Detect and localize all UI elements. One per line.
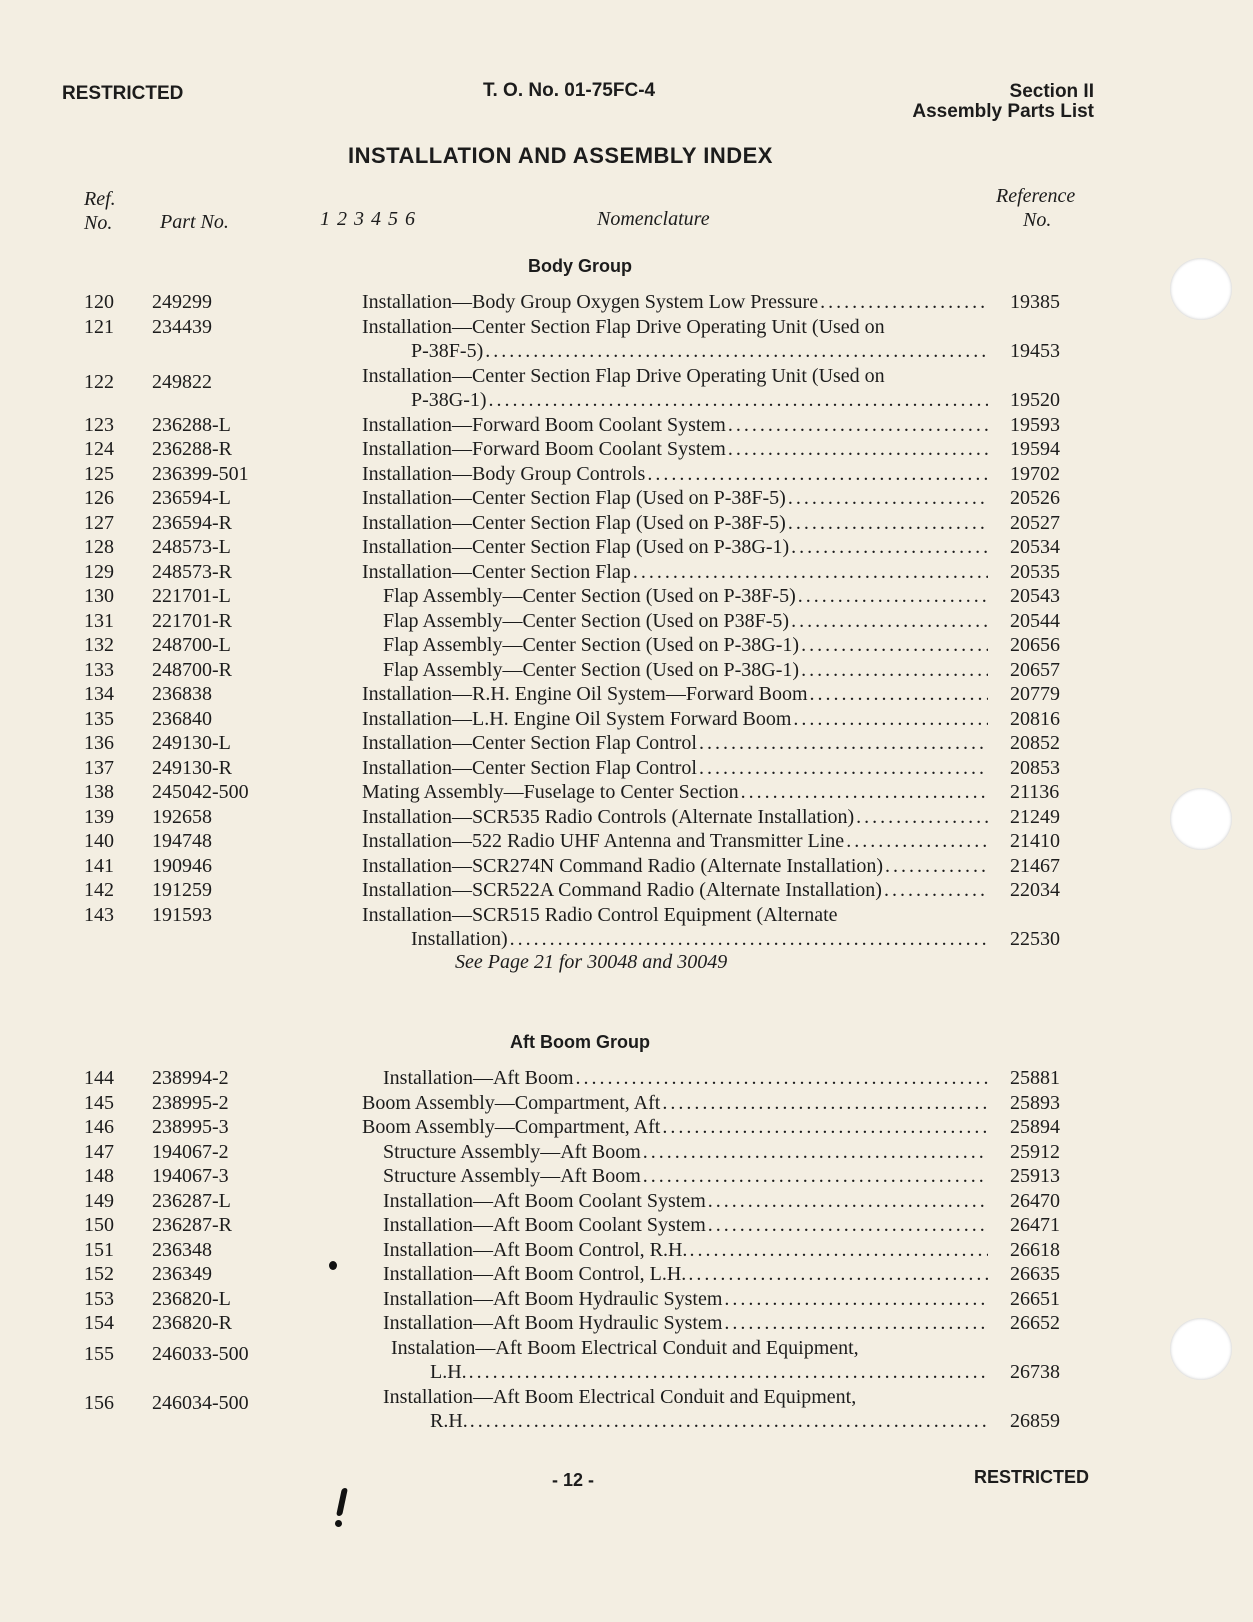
reference-number: 20527 bbox=[1010, 511, 1060, 534]
table-row bbox=[0, 364, 1253, 393]
page-title: INSTALLATION AND ASSEMBLY INDEX bbox=[348, 143, 773, 168]
table-row bbox=[0, 1262, 1253, 1286]
nomenclature: Installation—Center Section Flap (Used on P-38G-1) . . . bbox=[362, 535, 988, 559]
nomenclature: Installation—Aft Boom Hydraulic System . . . bbox=[383, 1287, 988, 1311]
col-reference-line1: Reference bbox=[996, 185, 1076, 207]
page-number: - 12 - bbox=[552, 1470, 595, 1490]
nomenclature: Installation—Center Section Flap Drive Operating Unit (Used on bbox=[362, 364, 885, 387]
reference-number: 20544 bbox=[1010, 609, 1060, 632]
nomenclature: Installation—SCR522A Command Radio (Alternate Installation) . . . bbox=[362, 878, 988, 902]
table-row bbox=[0, 1140, 1253, 1164]
nomenclature: Boom Assembly—Compartment, Aft . . . bbox=[362, 1091, 988, 1115]
nomenclature: Installation—Forward Boom Coolant System . . . bbox=[362, 437, 988, 461]
part-number: 194748 bbox=[152, 830, 212, 852]
group-title-body: Body Group bbox=[528, 256, 632, 276]
reference-number: 20526 bbox=[1010, 487, 1060, 509]
ref-number: 156 bbox=[84, 1391, 114, 1414]
part-number: 236820-L bbox=[152, 1287, 231, 1310]
pen-mark-dot bbox=[335, 1520, 342, 1527]
nomenclature: Boom Assembly—Compartment, Aft . . . bbox=[362, 1115, 988, 1139]
nomenclature: Installation—Aft Boom Hydraulic System . . . bbox=[383, 1311, 988, 1335]
col-ref-line1: Ref. bbox=[84, 188, 116, 210]
ref-number: 143 bbox=[84, 903, 114, 926]
ref-number: 136 bbox=[84, 732, 114, 754]
part-number: 248700-R bbox=[152, 658, 232, 681]
col-reference-line2: No. bbox=[1023, 209, 1052, 231]
table-row bbox=[0, 731, 1253, 755]
header-section: Section II bbox=[1009, 81, 1094, 102]
ref-number: 151 bbox=[84, 1238, 114, 1261]
reference-number: 20656 bbox=[1010, 634, 1060, 656]
part-number: 236820-R bbox=[152, 1312, 232, 1334]
part-number: 236399-501 bbox=[152, 462, 249, 485]
ref-number: 128 bbox=[84, 536, 114, 558]
part-number: 221701-L bbox=[152, 585, 231, 607]
table-row bbox=[0, 290, 1253, 314]
part-number: 249130-R bbox=[152, 756, 232, 779]
table-row bbox=[0, 1287, 1253, 1311]
part-number: 236348 bbox=[152, 1238, 212, 1261]
ref-number: 129 bbox=[84, 560, 114, 583]
part-number: 236288-L bbox=[152, 413, 231, 436]
reference-number: 21410 bbox=[1010, 830, 1060, 852]
nomenclature: Installation—Center Section Flap (Used on P-38F-5) . . . bbox=[362, 486, 988, 510]
part-number: 248573-R bbox=[152, 560, 232, 583]
reference-number: 25881 bbox=[1010, 1067, 1060, 1089]
reference-number: 19453 bbox=[1010, 340, 1060, 362]
part-number: 249130-L bbox=[152, 732, 231, 754]
reference-number: 26471 bbox=[1010, 1214, 1060, 1236]
reference-number: 20535 bbox=[1010, 560, 1060, 583]
table-row bbox=[0, 1091, 1253, 1115]
part-number: 246033-500 bbox=[152, 1342, 249, 1365]
nomenclature: Installation—Center Section Flap Control . . . bbox=[362, 731, 988, 755]
reference-number: 19594 bbox=[1010, 438, 1060, 460]
col-part-no: Part No. bbox=[160, 211, 229, 233]
nomenclature-continued: P-38F-5) . . . bbox=[411, 339, 988, 363]
nomenclature: Structure Assembly—Aft Boom . . . bbox=[383, 1164, 988, 1188]
ref-number: 134 bbox=[84, 683, 114, 705]
col-digits: 1 2 3 4 5 6 bbox=[320, 208, 415, 230]
col-ref-line2: No. bbox=[84, 212, 113, 234]
table-row bbox=[0, 878, 1253, 902]
reference-number: 26618 bbox=[1010, 1238, 1060, 1261]
table-row bbox=[0, 1189, 1253, 1213]
table-row bbox=[0, 633, 1253, 657]
pen-mark bbox=[336, 1488, 348, 1516]
table-row bbox=[0, 1336, 1253, 1365]
table-row bbox=[0, 511, 1253, 535]
reference-number: 26470 bbox=[1010, 1189, 1060, 1212]
table-row bbox=[0, 1164, 1253, 1188]
reference-number: 25893 bbox=[1010, 1091, 1060, 1114]
nomenclature: Installation—Body Group Oxygen System Low Pressure . . . bbox=[362, 290, 988, 314]
nomenclature-continued: Installation) . . . bbox=[411, 927, 988, 951]
ref-number: 123 bbox=[84, 413, 114, 436]
ref-number: 146 bbox=[84, 1116, 114, 1138]
nomenclature: Installation—522 Radio UHF Antenna and Transmitter Line . . . bbox=[362, 829, 988, 853]
reference-number: 26738 bbox=[1010, 1361, 1060, 1383]
table-row bbox=[0, 1238, 1253, 1262]
reference-number: 20534 bbox=[1010, 536, 1060, 558]
ref-number: 133 bbox=[84, 658, 114, 681]
header-parts-list: Assembly Parts List bbox=[912, 101, 1094, 122]
reference-number: 20779 bbox=[1010, 683, 1060, 705]
table-row bbox=[0, 829, 1253, 853]
group-title-aft-boom: Aft Boom Group bbox=[510, 1032, 650, 1052]
table-row bbox=[0, 560, 1253, 584]
nomenclature: Installation—Center Section Flap Control . . . bbox=[362, 756, 988, 780]
table-row bbox=[0, 854, 1253, 878]
table-row bbox=[0, 1066, 1253, 1090]
ink-dot bbox=[329, 1261, 337, 1270]
table-row bbox=[0, 658, 1253, 682]
nomenclature: Installation—SCR515 Radio Control Equipment (Alternate bbox=[362, 903, 838, 926]
header-restricted: RESTRICTED bbox=[62, 83, 184, 104]
table-row bbox=[0, 1385, 1253, 1414]
ref-number: 154 bbox=[84, 1312, 114, 1334]
ref-number: 137 bbox=[84, 756, 114, 779]
part-number: 236349 bbox=[152, 1263, 212, 1285]
nomenclature: Flap Assembly—Center Section (Used on P-38G-1) . . . bbox=[383, 658, 988, 682]
table-row bbox=[0, 437, 1253, 461]
reference-number: 19702 bbox=[1010, 462, 1060, 485]
ref-number: 147 bbox=[84, 1140, 114, 1163]
table-row bbox=[0, 805, 1253, 829]
table-row bbox=[0, 780, 1253, 804]
table-row-continuation bbox=[0, 388, 1253, 412]
part-number: 249299 bbox=[152, 291, 212, 313]
reference-number: 19520 bbox=[1010, 389, 1060, 411]
part-number: 191259 bbox=[152, 879, 212, 901]
part-number: 236288-R bbox=[152, 438, 232, 460]
nomenclature: Installation—SCR274N Command Radio (Alternate Installation) . . . bbox=[362, 854, 988, 878]
table-row-continuation bbox=[0, 339, 1253, 363]
table-row bbox=[0, 486, 1253, 510]
nomenclature-continued: R.H. . . . bbox=[430, 1409, 988, 1433]
nomenclature: Installation—SCR535 Radio Controls (Alternate Installation) . . . bbox=[362, 805, 988, 829]
part-number: 249822 bbox=[152, 370, 212, 393]
ref-number: 126 bbox=[84, 487, 114, 509]
ref-number: 127 bbox=[84, 511, 114, 534]
ref-number: 155 bbox=[84, 1342, 114, 1365]
nomenclature: Structure Assembly—Aft Boom . . . bbox=[383, 1140, 988, 1164]
part-number: 236287-R bbox=[152, 1214, 232, 1236]
ref-number: 141 bbox=[84, 854, 114, 877]
ref-number: 120 bbox=[84, 291, 114, 313]
table-row bbox=[0, 903, 1253, 927]
ref-number: 145 bbox=[84, 1091, 114, 1114]
part-number: 238995-2 bbox=[152, 1091, 229, 1114]
part-number: 234439 bbox=[152, 315, 212, 338]
part-number: 190946 bbox=[152, 854, 212, 877]
col-nomenclature: Nomenclature bbox=[597, 208, 710, 230]
part-number: 236287-L bbox=[152, 1189, 231, 1212]
reference-number: 21136 bbox=[1010, 781, 1060, 803]
reference-number: 22034 bbox=[1010, 879, 1060, 901]
part-number: 194067-3 bbox=[152, 1165, 229, 1187]
ref-number: 121 bbox=[84, 315, 114, 338]
reference-number: 20657 bbox=[1010, 658, 1060, 681]
part-number: 194067-2 bbox=[152, 1140, 229, 1163]
part-number: 236594-L bbox=[152, 487, 231, 509]
header-tech-order: T. O. No. 01-75FC-4 bbox=[483, 80, 656, 101]
reference-number: 25913 bbox=[1010, 1165, 1060, 1187]
reference-number: 20853 bbox=[1010, 756, 1060, 779]
table-row bbox=[0, 535, 1253, 559]
nomenclature: Mating Assembly—Fuselage to Center Section . . . bbox=[362, 780, 988, 804]
ref-number: 125 bbox=[84, 462, 114, 485]
table-row-continuation bbox=[0, 927, 1253, 951]
reference-number: 19385 bbox=[1010, 291, 1060, 313]
nomenclature: Flap Assembly—Center Section (Used on P-38F-5) . . . bbox=[383, 584, 988, 608]
table-row bbox=[0, 609, 1253, 633]
reference-number: 22530 bbox=[1010, 928, 1060, 950]
part-number: 245042-500 bbox=[152, 781, 249, 803]
table-row bbox=[0, 462, 1253, 486]
nomenclature: Installation—Center Section Flap . . . bbox=[362, 560, 988, 584]
nomenclature: Installation—Aft Boom Coolant System . . . bbox=[383, 1213, 988, 1237]
nomenclature: Installation—Aft Boom Electrical Conduit and Equipment, bbox=[383, 1385, 857, 1408]
table-row bbox=[0, 682, 1253, 706]
ref-number: 140 bbox=[84, 830, 114, 852]
part-number: 236840 bbox=[152, 707, 212, 730]
table-row bbox=[0, 1311, 1253, 1335]
ref-number: 122 bbox=[84, 370, 114, 393]
reference-number: 26859 bbox=[1010, 1410, 1060, 1432]
ref-number: 152 bbox=[84, 1263, 114, 1285]
ref-number: 144 bbox=[84, 1067, 114, 1089]
reference-number: 25912 bbox=[1010, 1140, 1060, 1163]
ref-number: 150 bbox=[84, 1214, 114, 1236]
reference-number: 20816 bbox=[1010, 707, 1060, 730]
nomenclature-continued: L.H. . . . bbox=[430, 1360, 988, 1384]
reference-number: 26635 bbox=[1010, 1263, 1060, 1285]
part-number: 248573-L bbox=[152, 536, 231, 558]
nomenclature: Installation—Body Group Controls . . . bbox=[362, 462, 988, 486]
nomenclature: Installation—Aft Boom . . . bbox=[383, 1066, 988, 1090]
nomenclature: Installation—Aft Boom Coolant System . . . bbox=[383, 1189, 988, 1213]
table-row bbox=[0, 413, 1253, 437]
reference-number: 26652 bbox=[1010, 1312, 1060, 1334]
ref-number: 131 bbox=[84, 609, 114, 632]
ref-number: 148 bbox=[84, 1165, 114, 1187]
nomenclature: Flap Assembly—Center Section (Used on P-38G-1) . . . bbox=[383, 633, 988, 657]
ref-number: 139 bbox=[84, 805, 114, 828]
ref-number: 138 bbox=[84, 781, 114, 803]
part-number: 238994-2 bbox=[152, 1067, 229, 1089]
reference-number: 21249 bbox=[1010, 805, 1060, 828]
reference-number: 20543 bbox=[1010, 585, 1060, 607]
table-row bbox=[0, 1213, 1253, 1237]
ref-number: 132 bbox=[84, 634, 114, 656]
ref-number: 149 bbox=[84, 1189, 114, 1212]
ref-number: 124 bbox=[84, 438, 114, 460]
table-row bbox=[0, 584, 1253, 608]
table-row bbox=[0, 315, 1253, 339]
table-row-continuation bbox=[0, 1409, 1253, 1433]
nomenclature: Installation—Aft Boom Control, L.H. . . . bbox=[383, 1262, 988, 1286]
footer-restricted: RESTRICTED bbox=[973, 1467, 1089, 1487]
reference-number: 21467 bbox=[1010, 854, 1060, 877]
ref-number: 142 bbox=[84, 879, 114, 901]
nomenclature: Installation—R.H. Engine Oil System—Forward Boom . . . bbox=[362, 682, 988, 706]
table-row bbox=[0, 1115, 1253, 1139]
nomenclature: Installation—Aft Boom Control, R.H. . . . bbox=[383, 1238, 988, 1262]
part-number: 248700-L bbox=[152, 634, 231, 656]
nomenclature-continued: P-38G-1) . . . bbox=[411, 388, 988, 412]
part-number: 236838 bbox=[152, 683, 212, 705]
part-number: 238995-3 bbox=[152, 1116, 229, 1138]
ref-number: 130 bbox=[84, 585, 114, 607]
part-number: 246034-500 bbox=[152, 1391, 249, 1414]
nomenclature: Installation—L.H. Engine Oil System Forward Boom . . . bbox=[362, 707, 988, 731]
part-number: 192658 bbox=[152, 805, 212, 828]
reference-number: 20852 bbox=[1010, 732, 1060, 754]
table-row bbox=[0, 707, 1253, 731]
nomenclature: Instalation—Aft Boom Electrical Conduit and Equipment, bbox=[391, 1336, 859, 1359]
table-row-continuation bbox=[0, 1360, 1253, 1384]
nomenclature: Installation—Forward Boom Coolant System . . . bbox=[362, 413, 988, 437]
reference-number: 25894 bbox=[1010, 1116, 1060, 1138]
part-number: 221701-R bbox=[152, 609, 232, 632]
see-page-note: See Page 21 for 30048 and 30049 bbox=[455, 951, 728, 973]
reference-number: 19593 bbox=[1010, 413, 1060, 436]
reference-number: 26651 bbox=[1010, 1287, 1060, 1310]
part-number: 191593 bbox=[152, 903, 212, 926]
nomenclature: Installation—Center Section Flap Drive Operating Unit (Used on bbox=[362, 315, 885, 338]
ref-number: 135 bbox=[84, 707, 114, 730]
ref-number: 153 bbox=[84, 1287, 114, 1310]
table-row bbox=[0, 756, 1253, 780]
part-number: 236594-R bbox=[152, 511, 232, 534]
nomenclature: Installation—Center Section Flap (Used on P-38F-5) . . . bbox=[362, 511, 988, 535]
nomenclature: Flap Assembly—Center Section (Used on P38F-5) . . . bbox=[383, 609, 988, 633]
